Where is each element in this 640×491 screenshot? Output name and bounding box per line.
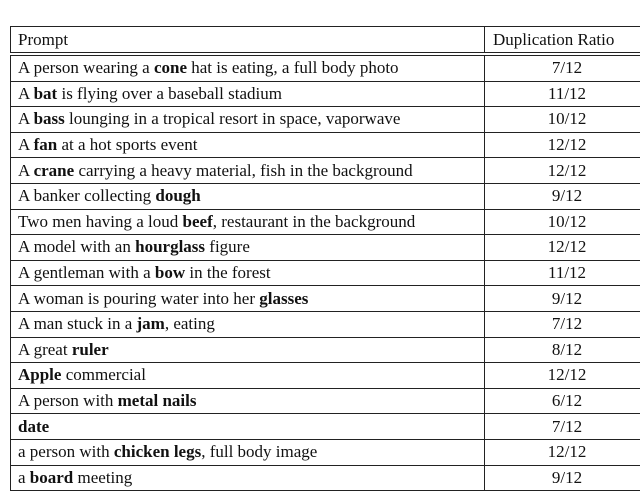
prompt-text: is flying over a baseball stadium xyxy=(57,84,282,103)
prompt-text: A person wearing a xyxy=(18,58,154,77)
prompt-cell xyxy=(11,132,485,158)
table-row xyxy=(11,439,640,465)
header-duplication-ratio: Duplication Ratio xyxy=(485,27,640,55)
prompt-text: commercial xyxy=(61,365,146,384)
prompt-cell xyxy=(11,388,485,414)
duplication-ratio-cell: 11/12 xyxy=(485,260,640,286)
duplication-ratio-cell: 10/12 xyxy=(485,209,640,235)
duplication-ratio-cell: 8/12 xyxy=(485,337,640,363)
prompt-keyword: hourglass xyxy=(135,237,205,256)
prompt-keyword: bow xyxy=(155,263,185,282)
prompt-text: , eating xyxy=(165,314,215,333)
prompt-text: a xyxy=(18,468,30,487)
prompt-text: , full body image xyxy=(201,442,317,461)
prompt-text: A xyxy=(18,109,34,128)
duplication-ratio-cell: 12/12 xyxy=(485,132,640,158)
prompt-keyword: fan xyxy=(34,135,58,154)
prompt-keyword: crane xyxy=(34,161,75,180)
prompt-cell xyxy=(11,363,485,389)
prompt-keyword: glasses xyxy=(259,289,308,308)
prompt-keyword: chicken legs xyxy=(114,442,201,461)
prompt-keyword: bass xyxy=(34,109,65,128)
prompt-cell xyxy=(11,107,485,133)
prompt-keyword: ruler xyxy=(72,340,109,359)
header-prompt: Prompt xyxy=(11,27,485,55)
table-row xyxy=(11,260,640,286)
table-row xyxy=(11,107,640,133)
duplication-ratio-cell: 6/12 xyxy=(485,388,640,414)
prompt-text: A gentleman with a xyxy=(18,263,155,282)
prompt-cell xyxy=(11,209,485,235)
prompt-cell xyxy=(11,183,485,209)
prompt-text: , restaurant in the background xyxy=(213,212,416,231)
duplication-ratio-cell: 9/12 xyxy=(485,465,640,491)
prompt-cell xyxy=(11,235,485,261)
duplication-ratio-table xyxy=(10,26,640,491)
table-row xyxy=(11,81,640,107)
table-header-row xyxy=(11,27,640,55)
prompt-text: A xyxy=(18,161,34,180)
prompt-text: A model with an xyxy=(18,237,135,256)
prompt-keyword: board xyxy=(30,468,73,487)
prompt-text: in the forest xyxy=(185,263,270,282)
duplication-ratio-cell: 12/12 xyxy=(485,363,640,389)
prompt-text: meeting xyxy=(73,468,132,487)
duplication-ratio-cell: 12/12 xyxy=(485,439,640,465)
duplication-ratio-cell: 12/12 xyxy=(485,158,640,184)
duplication-ratio-cell: 9/12 xyxy=(485,286,640,312)
duplication-ratio-cell: 7/12 xyxy=(485,414,640,440)
table-row xyxy=(11,363,640,389)
prompt-keyword: bat xyxy=(34,84,58,103)
table-row xyxy=(11,465,640,491)
prompt-text: A person with xyxy=(18,391,118,410)
prompt-cell xyxy=(11,260,485,286)
prompt-text: a person with xyxy=(18,442,114,461)
prompt-text: A banker collecting xyxy=(18,186,155,205)
prompt-keyword: date xyxy=(18,417,49,436)
prompt-cell xyxy=(11,286,485,312)
prompt-text: at a hot sports event xyxy=(57,135,197,154)
duplication-ratio-cell: 7/12 xyxy=(485,311,640,337)
table-row xyxy=(11,286,640,312)
prompt-text: hat is eating, a full body photo xyxy=(187,58,399,77)
table-row xyxy=(11,183,640,209)
duplication-ratio-cell: 12/12 xyxy=(485,235,640,261)
prompt-text: A woman is pouring water into her xyxy=(18,289,259,308)
prompt-cell xyxy=(11,337,485,363)
prompt-text: A great xyxy=(18,340,72,359)
prompt-keyword: jam xyxy=(137,314,165,333)
prompt-cell xyxy=(11,439,485,465)
prompt-text: Two men having a loud xyxy=(18,212,183,231)
prompt-keyword: beef xyxy=(183,212,213,231)
table-row xyxy=(11,54,640,81)
prompt-keyword: dough xyxy=(155,186,200,205)
duplication-ratio-cell: 10/12 xyxy=(485,107,640,133)
prompt-text: A man stuck in a xyxy=(18,314,137,333)
table-row xyxy=(11,158,640,184)
prompt-keyword: metal nails xyxy=(118,391,197,410)
prompt-text: carrying a heavy material, fish in the background xyxy=(74,161,412,180)
duplication-ratio-cell: 11/12 xyxy=(485,81,640,107)
prompt-cell xyxy=(11,465,485,491)
duplication-ratio-cell: 9/12 xyxy=(485,183,640,209)
prompt-cell xyxy=(11,81,485,107)
prompt-text: A xyxy=(18,84,34,103)
prompt-text: figure xyxy=(205,237,250,256)
table-row xyxy=(11,388,640,414)
table-row xyxy=(11,311,640,337)
prompt-text: lounging in a tropical resort in space, vaporwave xyxy=(65,109,401,128)
table-row xyxy=(11,235,640,261)
table-row xyxy=(11,337,640,363)
prompt-keyword: Apple xyxy=(18,365,61,384)
prompt-cell xyxy=(11,414,485,440)
duplication-ratio-cell: 7/12 xyxy=(485,54,640,81)
prompt-cell xyxy=(11,54,485,81)
table-row xyxy=(11,209,640,235)
prompt-cell xyxy=(11,311,485,337)
prompt-text: A xyxy=(18,135,34,154)
prompt-cell xyxy=(11,158,485,184)
table-row xyxy=(11,414,640,440)
table-row xyxy=(11,132,640,158)
prompt-keyword: cone xyxy=(154,58,187,77)
